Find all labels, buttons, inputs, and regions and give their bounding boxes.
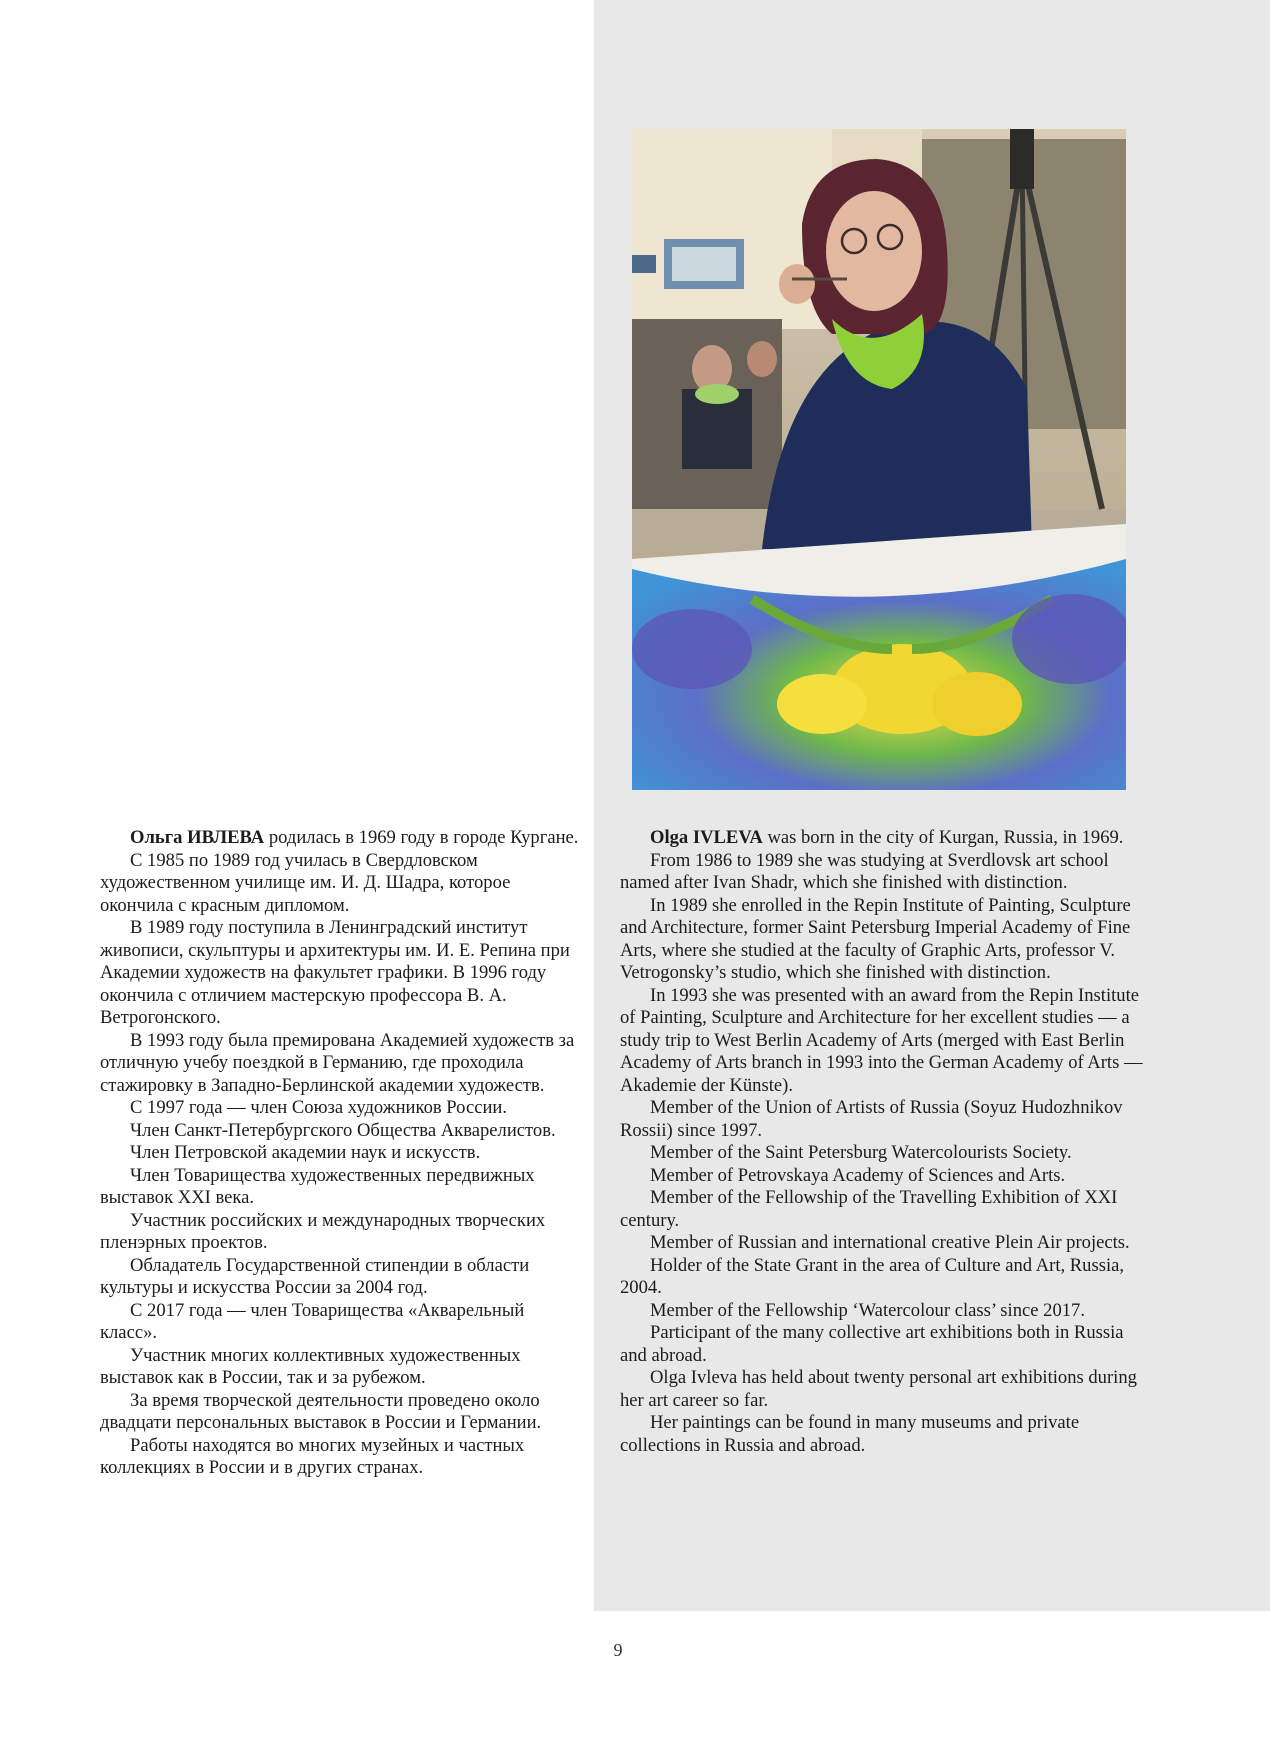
ru-paragraph: С 1985 по 1989 год училась в Свердловском художественном училище им. И. Д. Шадра, которое окончила с красным дипломом. [100,849,511,916]
ru-paragraph: В 1989 году поступила в Ленинградский институт живописи, скульптуры и архитектуры им. И. Е. Репина при Академии художеств на факультет графики. В 1996 году окончила с отличием мастерскую профессора В. А. Ветрогонского. [100,917,570,1028]
ru-paragraph: С 1997 года — член Союза художников России. [130,1097,507,1118]
ru-artist-name: Ольга ИВЛЕВА [130,827,265,848]
en-lead-text: was born in the city of Kurgan, Russia, in 1969. [762,827,1124,848]
ru-paragraph: Работы находятся во многих музейных и частных коллекциях в России и в других странах. [100,1434,525,1478]
en-paragraph: Member of the Saint Petersburg Watercolourists Society. [650,1142,1072,1163]
ru-paragraph: Член Товарищества художественных передвижных выставок XXI века. [100,1164,535,1208]
ru-paragraph: За время творческой деятельности проведено около двадцати персональных выставок в России и Германии. [100,1389,542,1433]
ru-paragraph: Член Санкт-Петербургского Общества Акварелистов. [130,1119,556,1141]
en-paragraph: Member of the Union of Artists of Russia (Soyuz Hudozhnikov Rossii) since 1997. [620,1097,1123,1141]
english-biography [620,827,1150,1457]
en-paragraph: Member of Petrovskaya Academy of Sciences and Arts. [650,1164,1066,1186]
en-paragraph: Member of the Fellowship ‘Watercolour class’ since 2017. [650,1299,1085,1321]
russian-biography [100,827,582,1480]
ru-paragraph: Участник российских и международных творческих пленэрных проектов. [100,1209,546,1253]
artist-photo-illustration [632,129,1126,790]
ru-paragraph: Участник многих коллективных художественных выставок как в России, так и за рубежом. [100,1344,521,1388]
en-paragraph: Her paintings can be found in many museums and private collections in Russia and abroad. [620,1412,1080,1456]
en-lead-paragraph [620,827,1150,850]
ru-lead-text: родилась в 1969 году в городе Кургане. [264,827,579,848]
en-paragraph: Olga Ivleva has held about twenty personal art exhibitions during her art career so far. [620,1367,1137,1411]
ru-paragraph: Член Петровской академии наук и искусств. [130,1142,481,1163]
ru-paragraph: С 2017 года — член Товарищества «Акварельный класс». [100,1299,525,1343]
en-paragraph: Member of the Fellowship of the Travelling Exhibition of XXI century. [620,1187,1118,1231]
en-paragraph: In 1993 she was presented with an award from the Repin Institute of Painting, Sculpture and Architecture for her excellent studies — a study trip to West Berlin Academy of Arts (merged with East Berlin Academy of Arts branch in 1993 into the German Academy of Arts — Akademie der Künste). [620,984,1143,1096]
en-paragraph: In 1989 she enrolled in the Repin Institute of Painting, Sculpture and Architecture, former Saint Petersburg Imperial Academy of Fine Arts, where she studied at the faculty of Graphic Arts, professor V. Vetrogonsky’s studio, which she finished with distinction. [620,894,1131,983]
en-paragraph: Member of Russian and international creative Plein Air projects. [650,1232,1130,1253]
en-paragraph: From 1986 to 1989 she was studying at Sverdlovsk art school named after Ivan Shadr, which she finished with distinction. [620,849,1109,893]
page-number: 9 [613,1640,623,1660]
ru-lead-paragraph [100,827,582,850]
en-paragraph: Participant of the many collective art exhibitions both in Russia and abroad. [620,1322,1124,1366]
en-artist-name: Olga IVLEVA [650,827,763,848]
ru-paragraph: Обладатель Государственной стипендии в области культуры и искусства России за 2004 год. [100,1254,530,1298]
en-paragraph: Holder of the State Grant in the area of Culture and Art, Russia, 2004. [620,1254,1125,1298]
artist-photo [632,129,1126,790]
ru-paragraph: В 1993 году была премирована Академией художеств за отличную учебу поездкой в Германию, где проходила стажировку в Западно-Берлинской академии художеств. [100,1029,575,1096]
